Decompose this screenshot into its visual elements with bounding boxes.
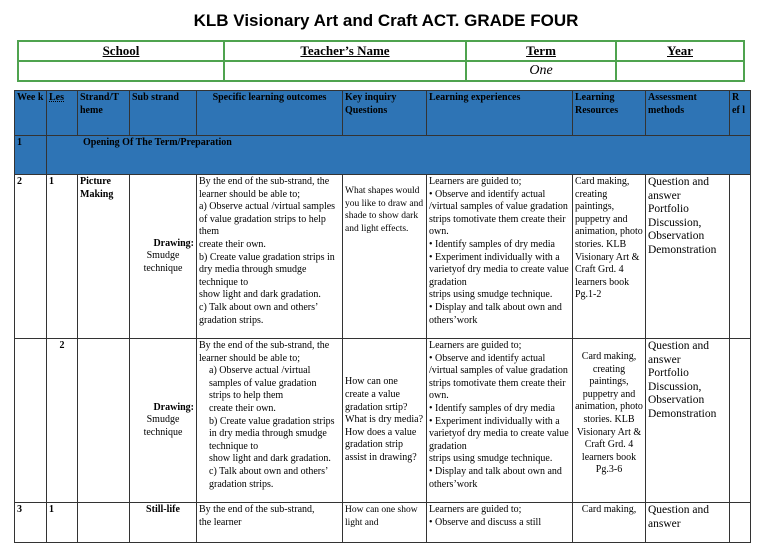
info-table xyxy=(17,40,745,82)
term-value[interactable]: One xyxy=(466,61,616,81)
year-value[interactable] xyxy=(616,61,744,81)
strand-cell: Picture Making xyxy=(78,175,130,339)
experiences-cell xyxy=(427,339,573,503)
reflection-cell xyxy=(730,503,751,543)
table-row xyxy=(15,503,751,543)
outcome-line: b) Create value gradation strips in dry media through smudge technique to xyxy=(199,251,335,288)
col-assessment: Assessment methods xyxy=(646,91,730,136)
experience-line: • Display and talk about own and others’work xyxy=(429,301,562,326)
lesson-cell: 1 xyxy=(47,503,78,543)
table-row xyxy=(15,339,751,503)
col-questions: Key inquiry Questions xyxy=(343,91,427,136)
school-value[interactable] xyxy=(18,61,224,81)
experience-line: strips using smudge technique. xyxy=(429,453,553,465)
experience-line: strips using smudge technique. xyxy=(429,289,553,301)
outcomes-cell xyxy=(197,503,343,543)
experience-line: Learners are guided to; xyxy=(429,176,522,187)
strand-cell xyxy=(78,503,130,543)
experience-line: • Experiment individually with a varietyof dry media to create value gradation xyxy=(429,251,569,288)
assessment-line: Question and xyxy=(648,504,710,516)
reflection-cell xyxy=(730,175,751,339)
sub-strand-cell xyxy=(130,503,197,543)
outcomes-cell xyxy=(197,175,343,339)
resources-cell: Card making, creating paintings, puppetry and animation, photo stories. KLB Visionary Art & Craft Grd. 4 learners book Pg.1-2 xyxy=(573,175,646,339)
experience-line: Learners are guided to; xyxy=(429,504,522,515)
experience-line: • Display and talk about own and others’work xyxy=(429,465,562,490)
term-header: Term xyxy=(466,41,616,61)
assessment-line: Observation xyxy=(648,394,705,406)
resources-cell: Card making, xyxy=(573,503,646,543)
col-resources: Learning Resources xyxy=(573,91,646,136)
outcome-line: c) Talk about own and others’ gradation strips. xyxy=(199,301,318,326)
questions-cell: What shapes would you like to draw and shade to show dark and light effects. xyxy=(343,175,427,339)
col-strand: Strand/T heme xyxy=(78,91,130,136)
outcome-line: a) Observe actual /virtual samples of value gradation strips to help them xyxy=(199,201,336,238)
teacher-name-value[interactable] xyxy=(224,61,466,81)
school-header: School xyxy=(18,41,224,61)
col-week: Wee k xyxy=(15,91,47,136)
teacher-name-header: Teacher’s Name xyxy=(224,41,466,61)
questions-cell: How can one show light and xyxy=(343,503,427,543)
col-reflection: R ef l xyxy=(730,91,751,136)
experience-line: Learners are guided to; xyxy=(429,340,522,351)
lesson-cell: 2 xyxy=(47,339,78,503)
opening-row xyxy=(15,136,751,175)
experience-line: • Identify samples of dry media xyxy=(429,402,555,414)
outcomes-cell xyxy=(197,339,343,503)
outcome-line: By the end of the sub-strand, xyxy=(199,504,315,515)
sub-strand-cell xyxy=(130,339,197,503)
week-cell xyxy=(15,339,47,503)
outcome-line: show light and dark gradation. xyxy=(209,453,331,465)
assessment-cell xyxy=(646,503,730,543)
sub-strand-text: Smudge technique xyxy=(143,414,183,438)
col-lesson: Les xyxy=(47,91,78,136)
assessment-line: Demonstration xyxy=(648,243,717,256)
experience-line: • Observe and discuss a still xyxy=(429,516,542,528)
assessment-line: answer xyxy=(648,517,681,530)
year-header: Year xyxy=(616,41,744,61)
scheme-of-work-table xyxy=(14,90,751,543)
outcome-line: a) Observe actual /virtual samples of value gradation strips to help them xyxy=(209,365,317,402)
assessment-cell xyxy=(646,339,730,503)
lesson-cell: 1 xyxy=(47,175,78,339)
experiences-cell xyxy=(427,175,573,339)
assessment-line: Portfolio xyxy=(648,203,689,215)
opening-text: Opening Of The Term/Preparation xyxy=(47,136,751,175)
experience-line: • Identify samples of dry media xyxy=(429,238,555,250)
outcome-line: create their own. xyxy=(209,402,276,414)
sub-strand-title: Drawing: xyxy=(153,237,194,249)
sub-strand-title: Drawing: xyxy=(153,401,194,413)
assessment-line: Question and answer xyxy=(648,176,710,202)
header-row xyxy=(15,91,751,136)
col-outcomes: Specific learning outcomes xyxy=(197,91,343,136)
assessment-line: Discussion, xyxy=(648,216,702,229)
assessment-line: Observation xyxy=(648,230,705,242)
assessment-line: Demonstration xyxy=(648,407,717,420)
col-sub-strand: Sub strand xyxy=(130,91,197,136)
assessment-line: Question and answer xyxy=(648,340,710,366)
outcome-line: c) Talk about own and others’ gradation strips. xyxy=(209,465,328,490)
opening-week: 1 xyxy=(15,136,47,175)
assessment-cell xyxy=(646,175,730,339)
experiences-cell xyxy=(427,503,573,543)
outcome-line: create their own. xyxy=(199,238,266,250)
resources-cell: Card making, creating paintings, puppetry and animation, photo stories. KLB Visionary Art & Craft Grd. 4 learners book Pg.3-6 xyxy=(573,339,646,503)
week-cell: 2 xyxy=(15,175,47,339)
experience-line: • Observe and identify actual /virtual samples of value gradation strips tomotivate them create their own. xyxy=(429,352,568,402)
outcome-line: By the end of the sub-strand, the learner should be able to; xyxy=(199,340,330,364)
outcome-line: By the end of the sub-strand, the learner should be able to; xyxy=(199,176,330,200)
assessment-line: Discussion, xyxy=(648,380,702,393)
col-experiences: Learning experiences xyxy=(427,91,573,136)
reflection-cell xyxy=(730,339,751,503)
week-cell: 3 xyxy=(15,503,47,543)
questions-cell: How can one create a value gradation srtip? What is dry media? How does a value gradation strip assist in drawing? xyxy=(343,339,427,503)
outcome-line: the learner xyxy=(199,516,242,528)
sub-strand-title: Still-life xyxy=(146,504,180,515)
outcome-line: b) Create value gradation strips in dry media through smudge technique to xyxy=(209,415,335,452)
table-row xyxy=(15,175,751,339)
strand-cell xyxy=(78,339,130,503)
document-title: KLB Visionary Art and Craft ACT. GRADE FOUR xyxy=(193,11,579,30)
outcome-line: show light and dark gradation. xyxy=(199,289,321,301)
experience-line: • Experiment individually with a varietyof dry media to create value gradation xyxy=(429,415,569,452)
experience-line: • Observe and identify actual /virtual samples of value gradation strips tomotivate them create their own. xyxy=(429,188,568,238)
assessment-line: Portfolio xyxy=(648,367,689,379)
sub-strand-cell xyxy=(130,175,197,339)
sub-strand-text: Smudge technique xyxy=(143,250,183,274)
